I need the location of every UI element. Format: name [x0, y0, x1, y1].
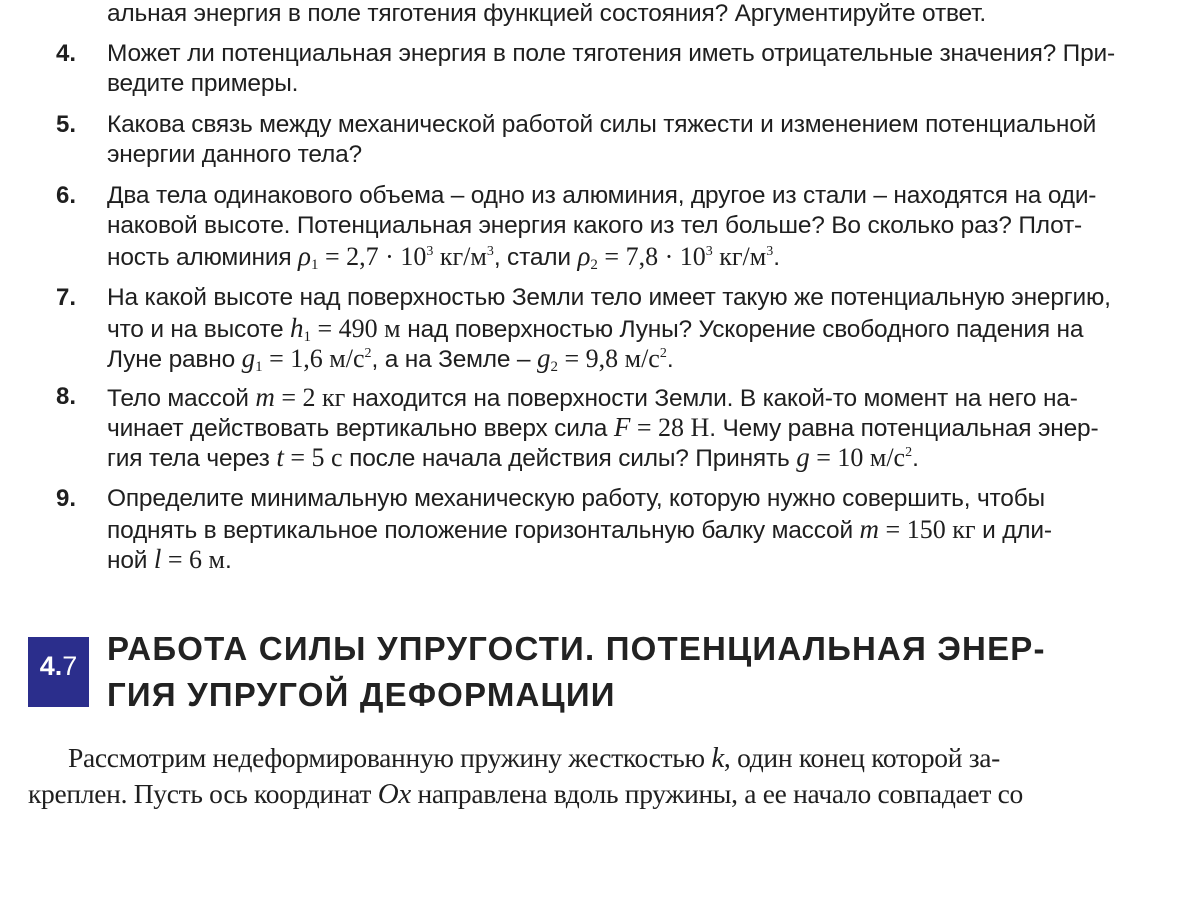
question-5-line-1: Какова связь между механической работой силы тяжести и изменением потенциальной	[107, 111, 1097, 138]
question-6-line-3: ность алюминия $\rho_1 = 2,7 \cdot 10^3$ $кг/м^3$, стали $\rho_2 = 7,8 \cdot 10^3$ $кг/м^3$.	[107, 241, 780, 273]
formula-rho-1: $\rho_1$	[298, 241, 319, 273]
formula-m-beam: m	[859, 514, 880, 544]
formula-g-1-value: = 1,6 $м/с^2$	[262, 344, 372, 373]
question-5-line-2: энергии данного тела?	[107, 141, 362, 168]
question-9-line-3: ной l = 6 м.	[107, 544, 232, 574]
symbol-ox: Ox	[377, 778, 411, 810]
question-6-line-1: Два тела одинакового объема – одно из алюминия, другое из стали – находятся на оди-	[107, 182, 1097, 209]
formula-m: m	[255, 382, 275, 412]
question-6-number: 6.	[56, 182, 77, 209]
formula-g-value: = 10 $м/с^2$	[809, 443, 913, 472]
question-6-text-aluminium: ность алюминия	[107, 244, 299, 271]
formula-l-value: = 6 м	[161, 545, 225, 574]
symbol-k: k	[711, 742, 724, 774]
question-8-number: 8.	[56, 383, 77, 410]
question-8-line-1: Тело массой m = 2 кг находится на поверхности Земли. В какой-то момент на него на-	[107, 382, 1078, 412]
question-9-line-1: Определите минимальную механическую работу, которую нужно совершить, чтобы	[107, 485, 1045, 512]
formula-rho-1-value: = $2,7 \cdot 10^3$ $кг/м^3$	[318, 242, 494, 271]
formula-m-value: = 2 кг	[274, 383, 346, 412]
question-8-line-2: чинает действовать вертикально вверх сила F = 28 Н. Чему равна потенциальная энер-	[107, 412, 1099, 442]
formula-h-1-value: = 490 м	[311, 314, 401, 343]
formula-f-value: = 28 Н	[630, 413, 710, 442]
formula-g-2: $g_2$	[536, 343, 558, 375]
formula-m-beam-value: = 150 кг	[879, 515, 976, 544]
formula-t-value: = 5 с	[283, 443, 343, 472]
section-title-line-1: РАБОТА СИЛЫ УПРУГОСТИ. ПОТЕНЦИАЛЬНАЯ ЭНЕР-	[107, 630, 1046, 667]
section-title-line-2: ГИЯ УПРУГОЙ ДЕФОРМАЦИИ	[107, 676, 616, 713]
question-6-text-steel: , стали	[493, 244, 578, 271]
body-line-1: Рассмотрим недеформированную пружину жесткостью k, один конец которой за-	[68, 742, 1001, 774]
formula-rho-2-value: = $7,8 \cdot 10^3$ $кг/м^3$	[597, 242, 774, 271]
formula-l: l	[153, 544, 162, 574]
question-3-tail: альная энергия в поле тяготения функцией состояния? Аргументируйте ответ.	[107, 0, 987, 27]
formula-g: g	[796, 442, 810, 472]
question-6-line-2: наковой высоте. Потенциальная энергия какого из тел больше? Во сколько раз? Плот-	[107, 212, 1082, 239]
formula-f: F	[613, 412, 631, 442]
formula-g-1: $g_1$	[241, 343, 263, 375]
question-7-line-2: что и на высоте $h_1 = 490$ м над поверхностью Луны? Ускорение свободного падения на	[107, 313, 1084, 345]
question-9-number: 9.	[56, 485, 77, 512]
question-8-line-3: гия тела через t = 5 с после начала действия силы? Принять g = 10 $м/с^2$.	[107, 442, 919, 472]
question-7-line-3: Луне равно $g_1 = 1,6$ $м/с^2$, а на Земле – $g_2 = 9,8$ $м/с^2$.	[107, 343, 674, 375]
question-7-line-1: На какой высоте над поверхностью Земли тело имеет такую же потенциальную энергию,	[107, 284, 1111, 311]
question-9-line-2: поднять в вертикальное положение горизонтальную балку массой m = 150 кг и дли-	[107, 514, 1052, 544]
formula-h-1: $h_1$	[290, 313, 312, 345]
question-5-number: 5.	[56, 111, 77, 138]
question-4-line-2: ведите примеры.	[107, 70, 299, 97]
body-line-2: креплен. Пусть ось координат Ox направлена вдоль пружины, а ее начало совпадает со	[28, 778, 1023, 810]
question-4-number: 4.	[56, 40, 77, 67]
section-number-badge: 4.7	[28, 637, 89, 707]
question-4-line-1: Может ли потенциальная энергия в поле тяготения иметь отрицательные значения? При-	[107, 40, 1115, 67]
formula-g-2-value: = 9,8 $м/с^2$	[557, 344, 667, 373]
formula-t: t	[276, 442, 284, 472]
formula-rho-2: $\rho_2$	[577, 241, 598, 273]
question-7-number: 7.	[56, 284, 77, 311]
